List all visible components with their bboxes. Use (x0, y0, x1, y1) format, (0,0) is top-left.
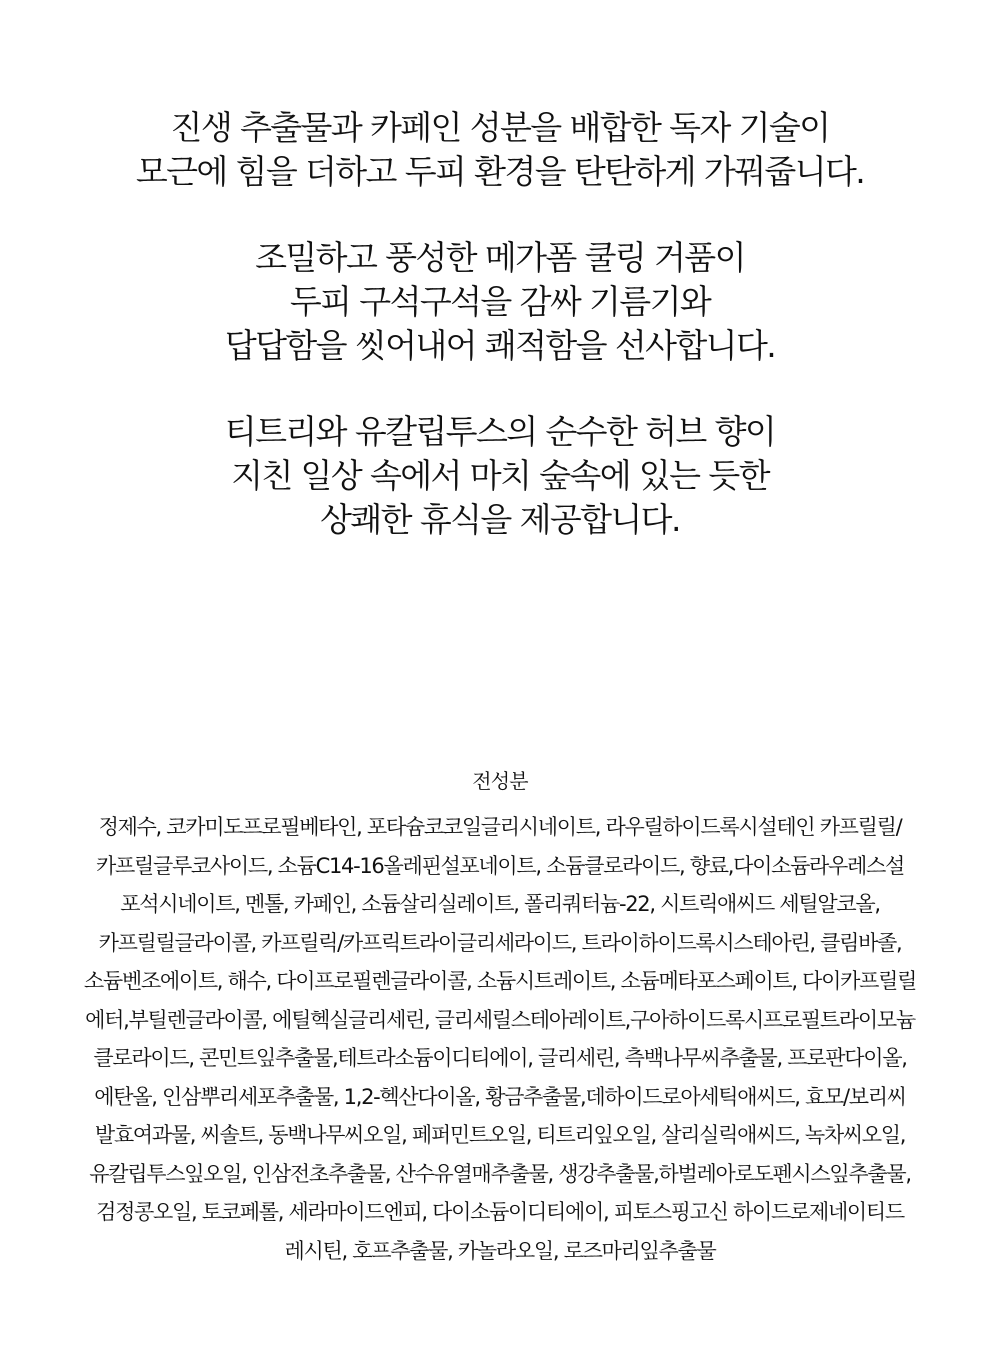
ingredients-list (0, 808, 1000, 1270)
ingredients-line: 유칼립투스잎오일, 인삼전초추출물, 산수유열매추출물, 생강추출물,하벌레아로도펜시스잎추출물, (89, 1161, 911, 1186)
product-description (0, 106, 1000, 584)
description-line: 조밀하고 풍성한 메가폼 쿨링 거품이 (255, 238, 745, 277)
ingredients-line: 카프릴글루코사이드, 소듐C14-16올레핀설포네이트, 소듐클로라이드, 향료,다이소듐라우레스설 (96, 853, 904, 878)
ingredients-line: 발효여과물, 씨솔트, 동백나무씨오일, 페퍼민트오일, 티트리잎오일, 살리실릭애씨드, 녹차씨오일, (94, 1123, 906, 1147)
description-line: 진생 추출물과 카페인 성분을 배합한 독자 기술이 (170, 108, 830, 147)
description-line: 모근에 힘을 더하고 두피 환경을 탄탄하게 가꿔줍니다. (135, 152, 865, 191)
ingredients-line: 검정콩오일, 토코페롤, 세라마이드엔피, 다이소듐이디티에이, 피토스핑고신 하이드로제네이티드 (96, 1200, 904, 1224)
ingredients-line: 정제수, 코카미도프로필베타인, 포타슘코코일글리시네이트, 라우릴하이드록시설테인 카프릴릴/ (98, 815, 902, 839)
description-line: 지친 일상 속에서 마치 숲속에 있는 듯한 (231, 456, 769, 495)
ingredients-line: 에터,부틸렌글라이콜, 에틸헥실글리세린, 글리세릴스테아레이트,구아하이드록시프로필트라이모늄 (85, 1007, 915, 1032)
description-paragraph-3 (0, 410, 1000, 542)
ingredients-title: 전성분 (472, 769, 528, 793)
ingredients-line: 클로라이드, 콘민트잎추출물,테트라소듐이디티에이, 글리세린, 측백나무씨추출물, 프로판다이올, (93, 1046, 907, 1070)
description-paragraph-1 (0, 106, 1000, 194)
ingredients-line: 소듐벤조에이트, 해수, 다이프로필렌글라이콜, 소듐시트레이트, 소듐메타포스페이트, 다이카프릴릴 (83, 969, 917, 993)
description-line: 티트리와 유칼립투스의 순수한 허브 향이 (224, 412, 776, 451)
ingredients-line: 레시틴, 호프추출물, 카놀라오일, 로즈마리잎추출물 (284, 1238, 716, 1263)
ingredients-section (0, 766, 1000, 1270)
description-line: 상쾌한 휴식을 제공합니다. (320, 500, 680, 539)
description-paragraph-2 (0, 236, 1000, 368)
ingredients-line: 에탄올, 인삼뿌리세포추출물, 1,2-헥산다이올, 황금추출물,데하이드로아세틱애씨드, 효모/보리씨 (94, 1084, 906, 1109)
description-line: 두피 구석구석을 감싸 기름기와 (289, 282, 711, 321)
ingredients-line: 포석시네이트, 멘톨, 카페인, 소듐살리실레이트, 폴리쿼터늄-22, 시트릭애씨드 세틸알코올, (120, 892, 880, 916)
description-line: 답답함을 씻어내어 쾌적함을 선사합니다. (224, 326, 776, 365)
ingredients-line: 카프릴릴글라이콜, 카프릴릭/카프릭트라이글리세라이드, 트라이하이드록시스테아린, 클림바졸, (98, 930, 902, 955)
